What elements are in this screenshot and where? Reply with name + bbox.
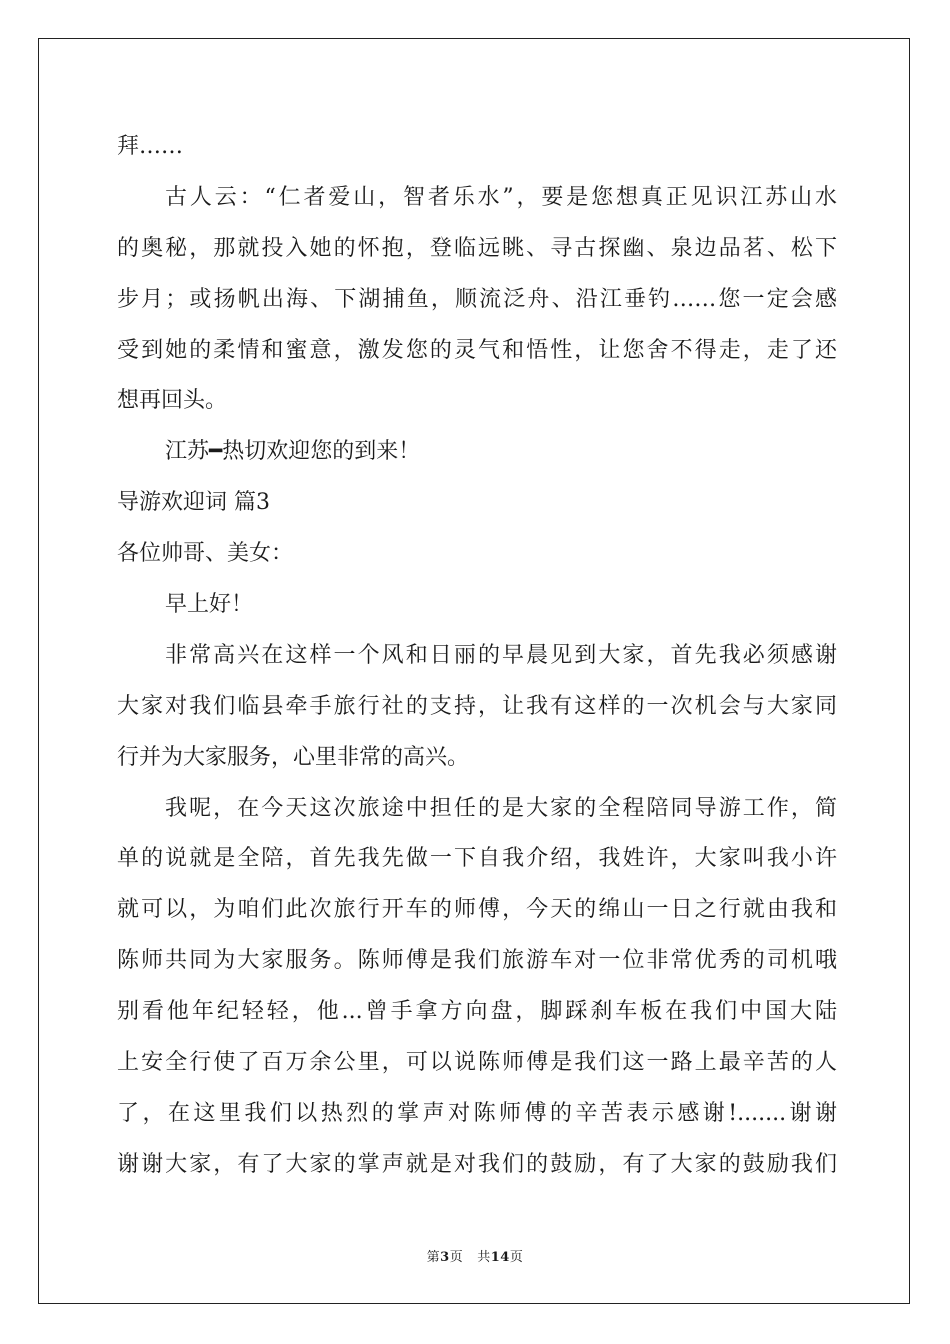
text-line: 大家对我们临县牵手旅行社的支持，让我有这样的一次机会与大家同: [117, 693, 837, 719]
section-heading: 导游欢迎词 篇3: [117, 490, 270, 516]
footer-total-prefix: 共: [477, 1250, 491, 1265]
salutation: 各位帅哥、美女：: [117, 541, 294, 567]
text-line: 想再回头。: [117, 388, 228, 414]
document-body: [117, 122, 837, 1191]
total-pages: 14: [490, 1250, 510, 1265]
text-line: 古人云：“仁者爱山，智者乐水”，要是您想真正见识江苏山水: [165, 184, 837, 210]
text-line: 谢谢大家，有了大家的掌声就是对我们的鼓励，有了大家的鼓励我们: [117, 1151, 837, 1177]
footer-page-suffix: 页: [449, 1250, 464, 1265]
footer-prefix: 第: [426, 1250, 441, 1265]
text-line: 拜……: [117, 134, 184, 159]
text-line: 行并为大家服务，心里非常的高兴。: [117, 744, 470, 770]
text-line: 受到她的柔情和蜜意，激发您的灵气和悟性，让您舍不得走，走了还: [117, 337, 837, 363]
text-line: 非常高兴在这样一个风和日丽的早晨见到大家，首先我必须感谢: [165, 642, 837, 668]
text-line: 别看他年纪轻轻，他...曾手拿方向盘，脚踩刹车板在我们中国大陆: [117, 999, 837, 1025]
text-line: 的奥秘，那就投入她的怀抱，登临远眺、寻古探幽、泉边品茗、松下: [117, 235, 837, 261]
text-line: 就可以，为咱们此次旅行开车的师傅，今天的绵山一日之行就由我和: [117, 897, 837, 923]
text-line: 江苏━热切欢迎您的到来！: [165, 439, 421, 465]
text-line: 陈师共同为大家服务。陈师傅是我们旅游车对一位非常优秀的司机哦: [117, 948, 837, 974]
greeting: 早上好！: [165, 592, 254, 618]
page-footer: [0, 1246, 950, 1265]
text-line: 了，在这里我们以热烈的掌声对陈师傅的辛苦表示感谢!.......谢谢: [117, 1100, 837, 1126]
page-number: 3: [440, 1250, 450, 1265]
text-line: 步月；或扬帆出海、下湖捕鱼，顺流泛舟、沿江垂钓……您一定会感: [117, 286, 837, 312]
text-line: 上安全行使了百万余公里，可以说陈师傅是我们这一路上最辛苦的人: [117, 1050, 837, 1076]
text-line: 单的说就是全陪，首先我先做一下自我介绍，我姓许，大家叫我小许: [117, 846, 837, 872]
text-line: 我呢，在今天这次旅途中担任的是大家的全程陪同导游工作，简: [165, 795, 837, 821]
footer-total-suffix: 页: [509, 1250, 524, 1265]
